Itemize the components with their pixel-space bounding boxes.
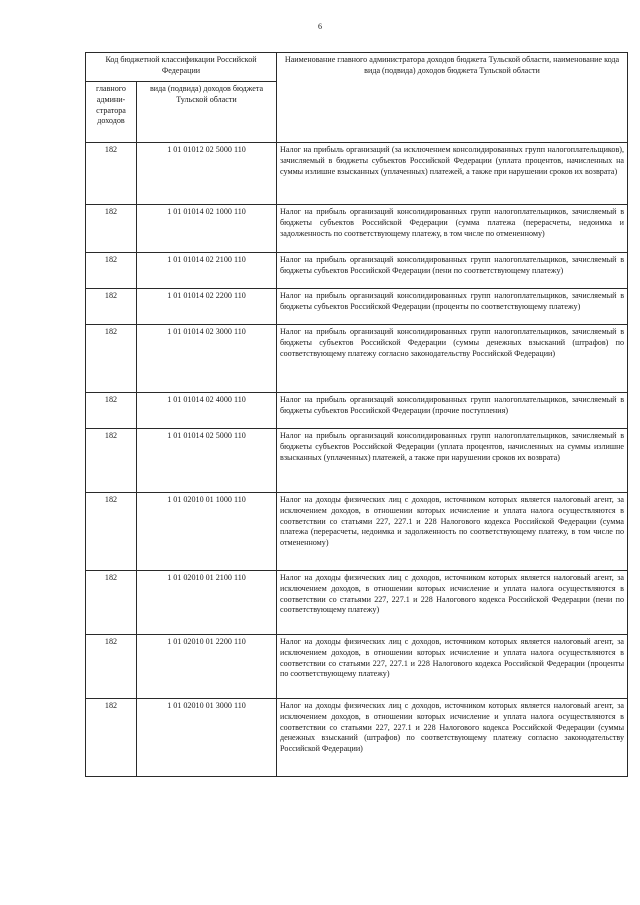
revenue-code-cell: 1 01 01014 02 3000 110 <box>137 325 277 393</box>
description-cell: Налог на прибыль организаций консолидированных групп налогоплательщиков, зачисляемый в бюджеты субъектов Российской Федерации (суммы денежных взысканий (штрафов) по соответствующему платежу согласно законодательству Российской Федерации) <box>277 325 628 393</box>
revenue-code-cell: 1 01 01012 02 5000 110 <box>137 143 277 205</box>
description-cell: Налог на прибыль организаций консолидированных групп налогоплательщиков, зачисляемый в бюджеты субъектов Российской Федерации (проценты по соответствующему платежу) <box>277 289 628 325</box>
header-admin-column: главного админи-стратора доходов <box>86 82 137 143</box>
table-row <box>86 493 628 571</box>
description-cell: Налог на прибыль организаций консолидированных групп налогоплательщиков, зачисляемый в бюджеты субъектов Российской Федерации (пени по соответствующему платежу) <box>277 253 628 289</box>
admin-code-cell: 182 <box>86 493 137 571</box>
description-cell: Налог на прибыль организаций консолидированных групп налогоплательщиков, зачисляемый в бюджеты субъектов Российской Федерации (уплата процентов, начисленных на суммы излишне взысканных (уплаченных) платежей, а также при нарушении сроков их возврата) <box>277 429 628 493</box>
description-cell: Налог на прибыль организаций консолидированных групп налогоплательщиков, зачисляемый в бюджеты субъектов Российской Федерации (прочие поступления) <box>277 393 628 429</box>
admin-code-cell: 182 <box>86 253 137 289</box>
table-row <box>86 571 628 635</box>
table-row <box>86 393 628 429</box>
admin-code-cell: 182 <box>86 143 137 205</box>
table-row <box>86 635 628 699</box>
admin-code-cell: 182 <box>86 289 137 325</box>
description-cell: Налог на прибыль организаций консолидированных групп налогоплательщиков, зачисляемый в бюджеты субъектов Российской Федерации (сумма платежа (перерасчеты, недоимка и задолженность по соответствующему платежу, в том числе по отмененному) <box>277 205 628 253</box>
description-cell: Налог на доходы физических лиц с доходов, источником которых является налоговый агент, за исключением доходов, в отношении которых исчисление и уплата налога осуществляются в соответствии со статьями 227, 227.1 и 228 Налогового кодекса Российской Федерации (проценты по соответствующему платежу) <box>277 635 628 699</box>
page-number: 6 <box>318 22 322 31</box>
admin-code-cell: 182 <box>86 635 137 699</box>
description-cell: Налог на доходы физических лиц с доходов, источником которых является налоговый агент, за исключением доходов, в отношении которых исчисление и уплата налога осуществляются в соответствии со статьями 227, 227.1 и 228 Налогового кодекса Российской Федерации (сумма платежа (перерасчеты, недоимка и задолженность по соответствующему платежу, в том числе по отмененному) <box>277 493 628 571</box>
description-cell: Налог на доходы физических лиц с доходов, источником которых является налоговый агент, за исключением доходов, в отношении которых исчисление и уплата налога осуществляются в соответствии со статьями 227, 227.1 и 228 Налогового кодекса Российской Федерации (пени по соответствующему платежу) <box>277 571 628 635</box>
table-row <box>86 325 628 393</box>
header-name-column: Наименование главного администратора доходов бюджета Тульской области, наименование кода вида (подвида) доходов бюджета Тульской области <box>277 53 628 143</box>
admin-code-cell: 182 <box>86 699 137 777</box>
description-cell: Налог на доходы физических лиц с доходов, источником которых является налоговый агент, за исключением доходов, в отношении которых исчисление и уплата налога осуществляются в соответствии со статьями 227, 227.1 и 228 Налогового кодекса Российской Федерации (суммы денежных взысканий (штрафов) по соответствующему платежу согласно законодательству Российской Федерации) <box>277 699 628 777</box>
table-row <box>86 205 628 253</box>
revenue-code-cell: 1 01 02010 01 2100 110 <box>137 571 277 635</box>
revenue-code-cell: 1 01 01014 02 2200 110 <box>137 289 277 325</box>
admin-code-cell: 182 <box>86 429 137 493</box>
admin-code-cell: 182 <box>86 205 137 253</box>
table-row <box>86 253 628 289</box>
admin-code-cell: 182 <box>86 571 137 635</box>
admin-code-cell: 182 <box>86 325 137 393</box>
table-row <box>86 699 628 777</box>
revenue-code-cell: 1 01 01014 02 2100 110 <box>137 253 277 289</box>
revenue-code-cell: 1 01 01014 02 4000 110 <box>137 393 277 429</box>
revenue-code-cell: 1 01 01014 02 1000 110 <box>137 205 277 253</box>
revenue-code-cell: 1 01 02010 01 2200 110 <box>137 635 277 699</box>
header-type-column: вида (подвида) доходов бюджета Тульской области <box>137 82 277 143</box>
admin-code-cell: 182 <box>86 393 137 429</box>
revenue-code-cell: 1 01 02010 01 1000 110 <box>137 493 277 571</box>
table-row <box>86 289 628 325</box>
revenue-code-cell: 1 01 01014 02 5000 110 <box>137 429 277 493</box>
header-code-group: Код бюджетной классификации Российской Федерации <box>86 53 277 82</box>
description-cell: Налог на прибыль организаций (за исключением консолидированных групп налогоплательщиков), зачисляемый в бюджеты субъектов Российской Федерации (уплата процентов, начисленных на суммы излишне взысканных (уплаченных) платежей, а также при нарушении сроков их возврата) <box>277 143 628 205</box>
budget-classification-table <box>85 52 628 777</box>
revenue-code-cell: 1 01 02010 01 3000 110 <box>137 699 277 777</box>
table-row <box>86 143 628 205</box>
table-row <box>86 429 628 493</box>
